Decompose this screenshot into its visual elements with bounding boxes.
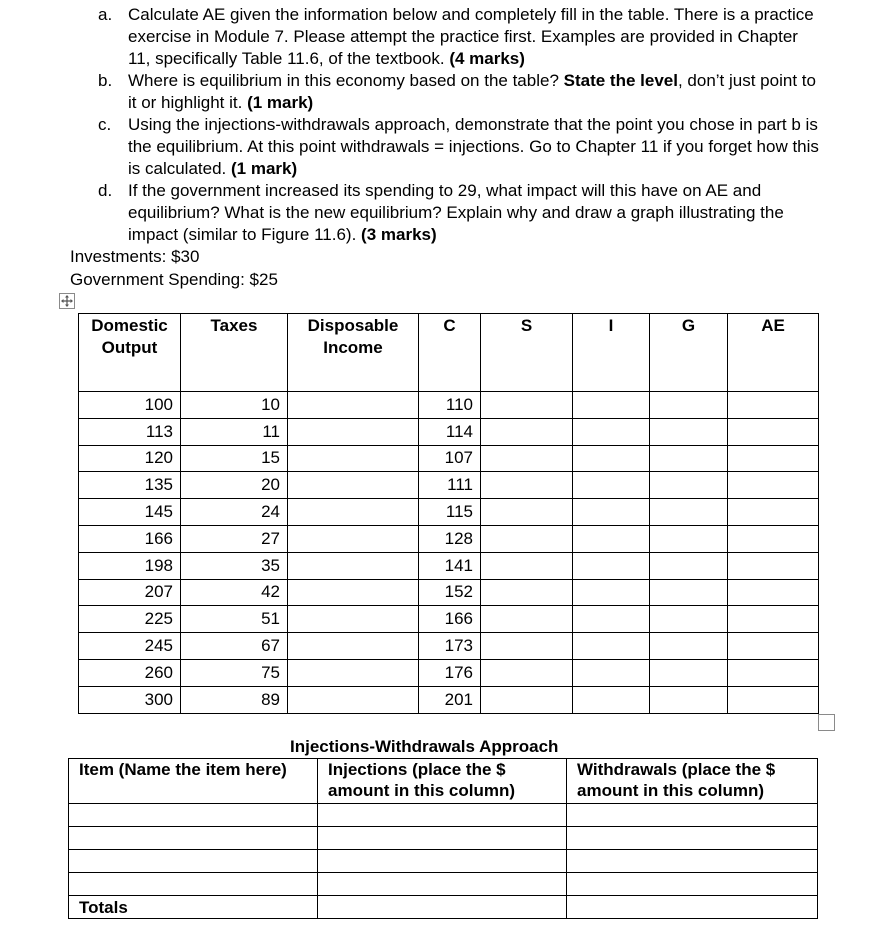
question-text-after: , don’t just point to it or highlight it. — [128, 71, 816, 112]
cell-s[interactable] — [481, 445, 573, 472]
cell-s[interactable] — [481, 418, 573, 445]
cell-ae[interactable] — [728, 499, 819, 526]
cell-g[interactable] — [650, 686, 728, 713]
header-g: G — [650, 314, 728, 392]
cell-g[interactable] — [650, 418, 728, 445]
cell-item[interactable] — [69, 804, 318, 827]
question-text: Using the injections-withdrawals approach, demonstrate that the point you chose in part b is the equilibrium. At this point withdrawals = injections. Go to Chapter 11 if you forget how this is calculated. — [128, 115, 819, 178]
header-disposable-income: Disposable Income — [288, 314, 419, 392]
cell-s[interactable] — [481, 579, 573, 606]
cell-domestic-output: 225 — [79, 606, 181, 633]
table-resize-handle[interactable] — [818, 714, 835, 731]
question-marks: (1 mark) — [247, 93, 314, 112]
table-row — [79, 499, 819, 526]
question-letter: d. — [98, 181, 113, 200]
government-spending-line: Government Spending: $25 — [70, 270, 278, 289]
cell-c: 114 — [419, 418, 481, 445]
ae-table-header-row — [79, 314, 819, 392]
cell-disposable-income[interactable] — [288, 525, 419, 552]
cell-injections[interactable] — [318, 804, 567, 827]
cell-disposable-income[interactable] — [288, 686, 419, 713]
cell-i[interactable] — [573, 392, 650, 419]
table-row — [79, 579, 819, 606]
cell-c: 166 — [419, 606, 481, 633]
cell-i[interactable] — [573, 606, 650, 633]
cell-s[interactable] — [481, 472, 573, 499]
cell-disposable-income[interactable] — [288, 499, 419, 526]
cell-c: 110 — [419, 392, 481, 419]
cell-domestic-output: 100 — [79, 392, 181, 419]
table-row — [69, 873, 818, 896]
totals-row — [69, 896, 818, 919]
cell-injections[interactable] — [318, 873, 567, 896]
question-b — [95, 70, 825, 114]
table-row — [69, 827, 818, 850]
cell-i[interactable] — [573, 472, 650, 499]
cell-ae[interactable] — [728, 633, 819, 660]
cell-taxes: 89 — [181, 686, 288, 713]
cell-taxes: 27 — [181, 525, 288, 552]
cell-g[interactable] — [650, 445, 728, 472]
header-injections: Injections (place the $ amount in this column) — [318, 759, 567, 804]
cell-i[interactable] — [573, 552, 650, 579]
table-row — [79, 659, 819, 686]
cell-taxes: 75 — [181, 659, 288, 686]
question-letter: b. — [98, 71, 113, 90]
question-c — [95, 114, 825, 180]
table-row — [69, 804, 818, 827]
cell-c: 141 — [419, 552, 481, 579]
question-text: If the government increased its spending to 29, what impact will this have on AE and equilibrium? What is the new equilibrium? Explain why and draw a graph illustrating the impact (similar to Figure 11.6). — [128, 181, 784, 244]
cell-domestic-output: 113 — [79, 418, 181, 445]
totals-withdrawals-cell[interactable] — [567, 896, 818, 919]
cell-i[interactable] — [573, 445, 650, 472]
cell-i[interactable] — [573, 633, 650, 660]
cell-s[interactable] — [481, 499, 573, 526]
cell-g[interactable] — [650, 579, 728, 606]
cell-i[interactable] — [573, 579, 650, 606]
table-row — [79, 445, 819, 472]
cell-withdrawals[interactable] — [567, 827, 818, 850]
cell-item[interactable] — [69, 827, 318, 850]
cell-taxes: 24 — [181, 499, 288, 526]
cell-domestic-output: 145 — [79, 499, 181, 526]
header-taxes: Taxes — [181, 314, 288, 392]
cell-s[interactable] — [481, 659, 573, 686]
cell-domestic-output: 207 — [79, 579, 181, 606]
cell-disposable-income[interactable] — [288, 472, 419, 499]
totals-injections-cell[interactable] — [318, 896, 567, 919]
cell-taxes: 11 — [181, 418, 288, 445]
cell-ae[interactable] — [728, 579, 819, 606]
cell-ae[interactable] — [728, 418, 819, 445]
ae-table — [78, 313, 819, 714]
cell-withdrawals[interactable] — [567, 873, 818, 896]
cell-c: 111 — [419, 472, 481, 499]
header-item: Item (Name the item here) — [69, 759, 318, 804]
table-move-handle-icon[interactable] — [59, 293, 75, 309]
question-letter: a. — [98, 5, 113, 24]
cell-g[interactable] — [650, 633, 728, 660]
table-row — [79, 418, 819, 445]
table-row — [79, 525, 819, 552]
cell-s[interactable] — [481, 633, 573, 660]
cell-taxes: 35 — [181, 552, 288, 579]
table-row — [79, 606, 819, 633]
cell-disposable-income[interactable] — [288, 579, 419, 606]
cell-c: 115 — [419, 499, 481, 526]
cell-disposable-income[interactable] — [288, 633, 419, 660]
cell-item[interactable] — [69, 873, 318, 896]
investments-line: Investments: $30 — [70, 247, 200, 266]
header-s: S — [481, 314, 573, 392]
cell-taxes: 42 — [181, 579, 288, 606]
cell-g[interactable] — [650, 472, 728, 499]
table-row — [79, 472, 819, 499]
cell-ae[interactable] — [728, 659, 819, 686]
move-arrows-icon — [61, 295, 73, 307]
cell-withdrawals[interactable] — [567, 850, 818, 873]
cell-i[interactable] — [573, 525, 650, 552]
cell-domestic-output: 135 — [79, 472, 181, 499]
cell-g[interactable] — [650, 392, 728, 419]
cell-c: 173 — [419, 633, 481, 660]
cell-ae[interactable] — [728, 392, 819, 419]
cell-s[interactable] — [481, 552, 573, 579]
cell-taxes: 15 — [181, 445, 288, 472]
cell-c: 128 — [419, 525, 481, 552]
cell-domestic-output: 120 — [79, 445, 181, 472]
cell-c: 176 — [419, 659, 481, 686]
header-domestic-output: Domestic Output — [79, 314, 181, 392]
cell-i[interactable] — [573, 659, 650, 686]
cell-taxes: 20 — [181, 472, 288, 499]
cell-s[interactable] — [481, 392, 573, 419]
cell-disposable-income[interactable] — [288, 445, 419, 472]
cell-s[interactable] — [481, 606, 573, 633]
injections-withdrawals-table — [68, 758, 818, 919]
cell-domestic-output: 260 — [79, 659, 181, 686]
cell-domestic-output: 300 — [79, 686, 181, 713]
cell-g[interactable] — [650, 499, 728, 526]
cell-injections[interactable] — [318, 827, 567, 850]
cell-c: 152 — [419, 579, 481, 606]
cell-domestic-output: 166 — [79, 525, 181, 552]
cell-i[interactable] — [573, 499, 650, 526]
question-marks: (3 marks) — [361, 225, 437, 244]
header-ae: AE — [728, 314, 819, 392]
header-c: C — [419, 314, 481, 392]
table-row — [79, 633, 819, 660]
cell-ae[interactable] — [728, 472, 819, 499]
cell-ae[interactable] — [728, 445, 819, 472]
cell-i[interactable] — [573, 686, 650, 713]
question-marks: (1 mark) — [231, 159, 298, 178]
cell-ae[interactable] — [728, 525, 819, 552]
cell-s[interactable] — [481, 525, 573, 552]
cell-g[interactable] — [650, 659, 728, 686]
cell-disposable-income[interactable] — [288, 392, 419, 419]
cell-ae[interactable] — [728, 606, 819, 633]
cell-disposable-income[interactable] — [288, 659, 419, 686]
totals-label: Totals — [69, 896, 318, 919]
question-marks: (4 marks) — [449, 49, 525, 68]
cell-taxes: 51 — [181, 606, 288, 633]
question-d — [95, 180, 825, 246]
iw-table-header-row — [69, 759, 818, 804]
question-list — [95, 4, 825, 246]
cell-i[interactable] — [573, 418, 650, 445]
cell-g[interactable] — [650, 525, 728, 552]
cell-domestic-output: 245 — [79, 633, 181, 660]
cell-taxes: 67 — [181, 633, 288, 660]
table-row — [79, 392, 819, 419]
question-text: Calculate AE given the information below and completely fill in the table. There is a practice exercise in Module 7. Please attempt the practice first. Examples are provided in Chapter 11, specifically Table 11.6, of the textbook. — [128, 5, 814, 68]
cell-g[interactable] — [650, 606, 728, 633]
cell-withdrawals[interactable] — [567, 804, 818, 827]
cell-disposable-income[interactable] — [288, 418, 419, 445]
table-row — [79, 552, 819, 579]
cell-disposable-income[interactable] — [288, 606, 419, 633]
cell-c: 201 — [419, 686, 481, 713]
table-row — [79, 686, 819, 713]
question-emphasis: State the level — [563, 71, 678, 90]
header-withdrawals: Withdrawals (place the $ amount in this column) — [567, 759, 818, 804]
cell-item[interactable] — [69, 850, 318, 873]
question-letter: c. — [98, 115, 112, 134]
cell-c: 107 — [419, 445, 481, 472]
cell-domestic-output: 198 — [79, 552, 181, 579]
cell-disposable-income[interactable] — [288, 552, 419, 579]
cell-ae[interactable] — [728, 552, 819, 579]
question-a — [95, 4, 825, 70]
question-text: Where is equilibrium in this economy based on the table? — [128, 71, 559, 90]
cell-injections[interactable] — [318, 850, 567, 873]
header-i: I — [573, 314, 650, 392]
cell-taxes: 10 — [181, 392, 288, 419]
cell-g[interactable] — [650, 552, 728, 579]
iw-table-title: Injections-Withdrawals Approach — [290, 737, 559, 756]
cell-s[interactable] — [481, 686, 573, 713]
cell-ae[interactable] — [728, 686, 819, 713]
table-row — [69, 850, 818, 873]
